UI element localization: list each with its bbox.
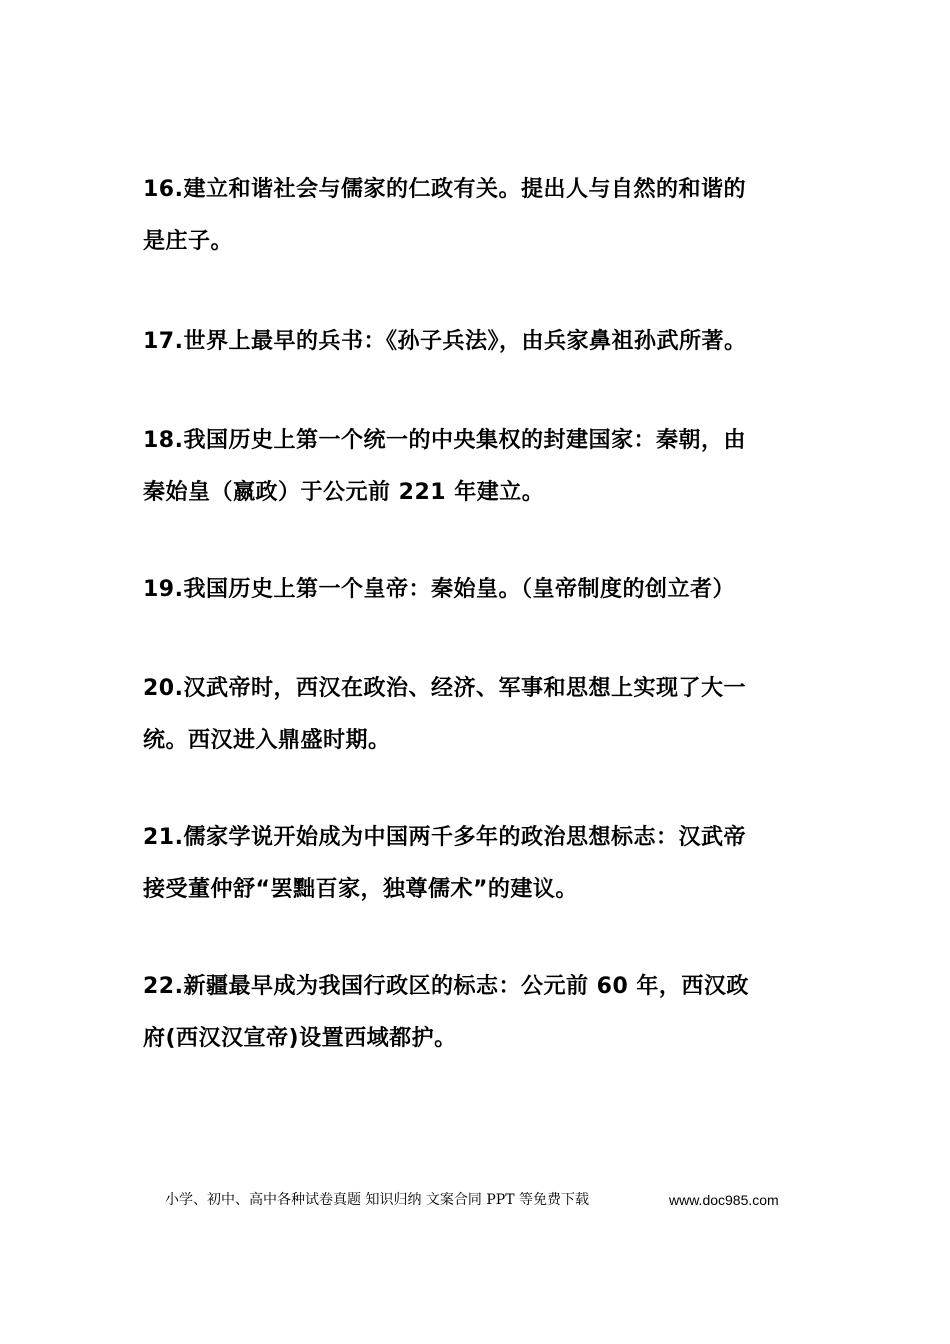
item-line: 接受董仲舒“罢黜百家，独尊儒术”的建议。: [143, 877, 578, 902]
footer-website-link[interactable]: www.doc985.com: [669, 1192, 779, 1208]
page-footer: [0, 1188, 950, 1212]
item-line: 21.儒家学说开始成为中国两千多年的政治思想标志：汉武帝: [143, 825, 746, 850]
list-item-20: [143, 663, 815, 767]
item-line: 22.新疆最早成为我国行政区的标志：公元前 60 年，西汉政: [143, 974, 749, 999]
list-item-18: [143, 415, 815, 519]
list-item-19: [143, 564, 815, 616]
item-line: 20.汉武帝时，西汉在政治、经济、军事和思想上实现了大一: [143, 676, 746, 701]
footer-description: 小学、初中、高中各种试卷真题 知识归纳 文案合同 PPT 等免费下载: [165, 1192, 589, 1208]
item-line: 统。西汉进入鼎盛时期。: [143, 728, 391, 753]
list-item-17: [143, 316, 815, 368]
list-item-16: [143, 164, 815, 268]
item-line: 17.世界上最早的兵书：《孙子兵法》，由兵家鼻祖孙武所著。: [143, 329, 747, 354]
item-line: 19.我国历史上第一个皇帝：秦始皇。（皇帝制度的创立者）: [143, 577, 735, 602]
item-line: 16.建立和谐社会与儒家的仁政有关。提出人与自然的和谐的: [143, 177, 746, 202]
list-item-22: [143, 961, 815, 1065]
item-line: 府(西汉汉宣帝)设置西域都护。: [143, 1026, 457, 1051]
item-line: 18.我国历史上第一个统一的中央集权的封建国家：秦朝，由: [143, 428, 746, 453]
list-item-21: [143, 812, 815, 916]
item-line: 是庄子。: [143, 229, 234, 254]
item-line: 秦始皇（嬴政）于公元前 221 年建立。: [143, 480, 545, 505]
